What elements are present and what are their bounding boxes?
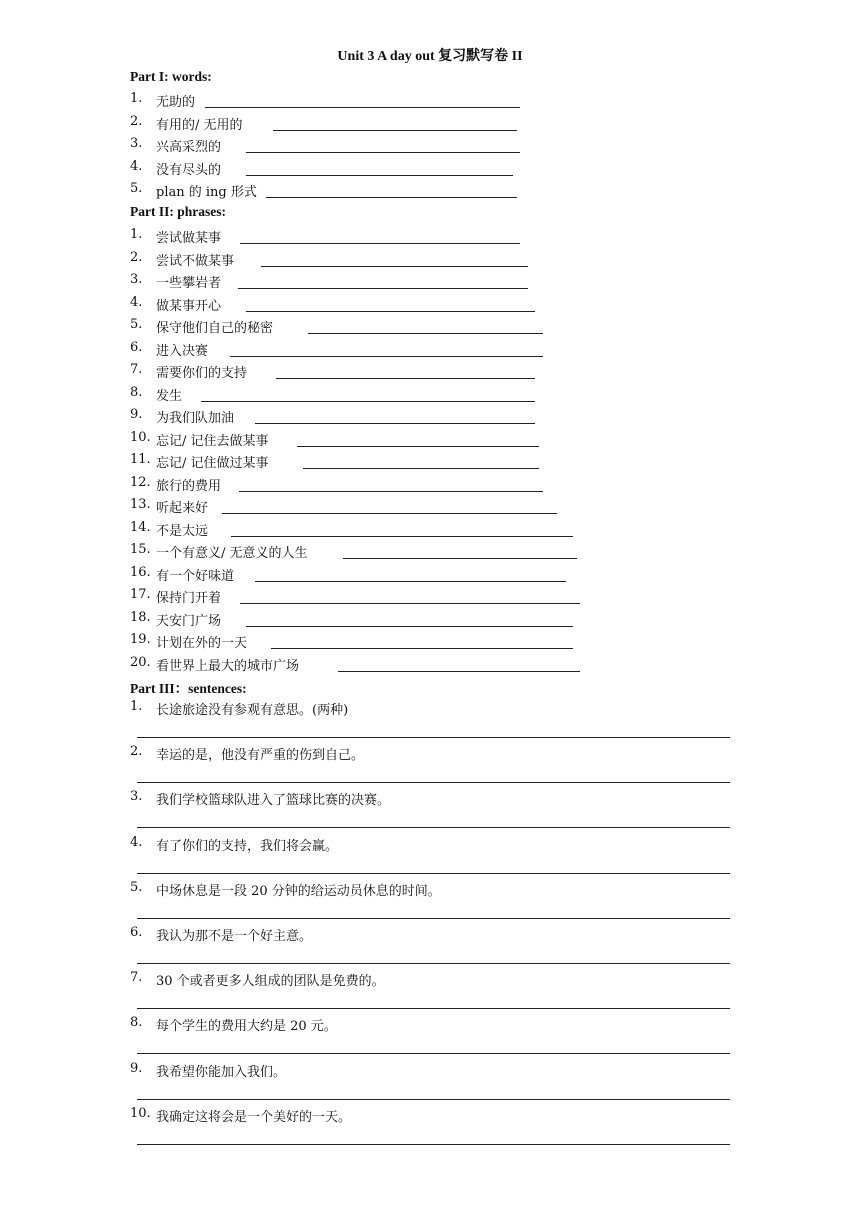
item-number: 3.	[130, 272, 143, 287]
item-number: 15.	[130, 542, 151, 557]
item-prompt: 我认为那不是一个好主意。	[156, 929, 313, 944]
item-number: 5.	[130, 879, 143, 895]
item-number: 4.	[130, 294, 143, 310]
answer-blank-line[interactable]	[246, 626, 573, 627]
item-number: 1.	[130, 91, 143, 106]
answer-blank-line[interactable]	[246, 152, 520, 153]
answer-blank-line[interactable]	[343, 558, 577, 559]
item-prompt: 长途旅途没有参观有意思。(两种)	[156, 703, 349, 718]
item-prompt: 一个有意义/ 无意义的人生	[156, 546, 308, 561]
item-number: 6.	[130, 925, 143, 940]
answer-blank-line[interactable]	[273, 130, 517, 131]
item-number: 6.	[130, 339, 143, 355]
answer-blank-line[interactable]	[137, 737, 730, 738]
item-number: 20.	[130, 654, 151, 670]
answer-blank-line[interactable]	[246, 311, 535, 312]
item-number: 2.	[130, 249, 143, 265]
item-number: 17.	[130, 587, 151, 602]
answer-blank-line[interactable]	[230, 356, 543, 357]
item-number: 7.	[130, 970, 143, 986]
part3-heading: Part III：sentences:	[130, 681, 247, 696]
answer-blank-line[interactable]	[308, 333, 543, 334]
answer-blank-line[interactable]	[238, 288, 528, 289]
answer-blank-line[interactable]	[271, 648, 573, 649]
item-number: 4.	[130, 834, 143, 850]
item-prompt: 幸运的是，他没有严重的伤到自己。	[156, 748, 365, 764]
part2-heading: Part II: phrases:	[130, 204, 226, 219]
item-number: 9.	[130, 1060, 143, 1076]
answer-blank-line[interactable]	[240, 243, 520, 244]
item-number: 9.	[130, 407, 143, 422]
item-prompt: 有了你们的支持，我们将会赢。	[156, 838, 339, 854]
item-number: 5.	[130, 181, 143, 196]
item-number: 2.	[130, 744, 143, 760]
item-number: 12.	[130, 474, 151, 490]
page-title: Unit 3 A day out 复习默写卷 II	[337, 49, 523, 64]
item-prompt: 计划在外的一天	[156, 636, 248, 651]
item-prompt: 忘记/ 记住去做某事	[156, 433, 269, 449]
item-number: 11.	[130, 452, 151, 467]
item-prompt: 兴高采烈的	[156, 140, 222, 155]
item-number: 1.	[130, 699, 143, 714]
answer-blank-line[interactable]	[261, 266, 528, 267]
answer-blank-line[interactable]	[255, 581, 566, 582]
item-prompt: 尝试做某事	[156, 231, 222, 246]
item-prompt: 旅行的费用	[156, 478, 222, 494]
item-number: 13.	[130, 497, 151, 512]
answer-blank-line[interactable]	[276, 378, 535, 379]
answer-blank-line[interactable]	[240, 603, 580, 604]
item-prompt: plan 的 ing 形式	[156, 185, 257, 200]
answer-blank-line[interactable]	[137, 963, 730, 964]
item-prompt: 做某事开心	[156, 298, 222, 314]
answer-blank-line[interactable]	[137, 1144, 730, 1145]
answer-blank-line[interactable]	[246, 175, 513, 176]
item-prompt: 看世界上最大的城市广场	[156, 658, 300, 674]
item-prompt: 我确定这将会是一个美好的一天。	[156, 1109, 352, 1125]
item-prompt: 一些攀岩者	[156, 276, 222, 291]
item-number: 2.	[130, 113, 143, 129]
item-prompt: 发生	[156, 388, 183, 404]
answer-blank-line[interactable]	[137, 873, 730, 874]
item-prompt: 进入决赛	[156, 343, 209, 359]
item-number: 3.	[130, 789, 143, 805]
answer-blank-line[interactable]	[266, 197, 517, 198]
answer-blank-line[interactable]	[137, 1008, 730, 1009]
answer-blank-line[interactable]	[201, 401, 535, 402]
answer-blank-line[interactable]	[303, 468, 539, 469]
answer-blank-line[interactable]	[239, 491, 543, 492]
item-prompt: 我希望你能加入我们。	[156, 1064, 287, 1080]
answer-blank-line[interactable]	[137, 782, 730, 783]
item-prompt: 天安门广场	[156, 613, 222, 629]
item-prompt: 我们学校篮球队进入了篮球比赛的决赛。	[156, 793, 391, 809]
item-prompt: 中场休息是一段 20 分钟的给运动员休息的时间。	[156, 883, 441, 899]
answer-blank-line[interactable]	[137, 918, 730, 919]
item-number: 5.	[130, 317, 143, 332]
item-prompt: 尝试不做某事	[156, 253, 235, 269]
item-prompt: 听起来好	[156, 501, 209, 516]
answer-blank-line[interactable]	[338, 671, 580, 672]
item-number: 14.	[130, 519, 151, 535]
answer-blank-line[interactable]	[137, 1099, 730, 1100]
answer-blank-line[interactable]	[137, 1053, 730, 1054]
item-number: 16.	[130, 564, 151, 580]
item-number: 7.	[130, 362, 143, 377]
item-number: 18.	[130, 609, 151, 625]
item-number: 10.	[130, 429, 151, 445]
answer-blank-line[interactable]	[137, 827, 730, 828]
answer-blank-line[interactable]	[222, 513, 557, 514]
item-number: 3.	[130, 136, 143, 151]
answer-blank-line[interactable]	[205, 107, 520, 108]
item-prompt: 有用的/ 无用的	[156, 117, 243, 133]
item-prompt: 需要你们的支持	[156, 366, 248, 381]
item-prompt: 为我们队加油	[156, 411, 235, 426]
item-prompt: 忘记/ 记住做过某事	[156, 456, 269, 471]
item-prompt: 有一个好味道	[156, 568, 235, 584]
item-prompt: 30 个或者更多人组成的团队是免费的。	[156, 974, 385, 990]
answer-blank-line[interactable]	[255, 423, 535, 424]
item-prompt: 不是太远	[156, 523, 209, 539]
item-number: 8.	[130, 1015, 143, 1031]
item-number: 8.	[130, 384, 143, 400]
item-number: 10.	[130, 1105, 151, 1121]
item-prompt: 保持门开着	[156, 591, 222, 606]
item-number: 4.	[130, 158, 143, 174]
item-prompt: 保守他们自己的秘密	[156, 321, 274, 336]
item-prompt: 每个学生的费用大约是 20 元。	[156, 1019, 337, 1035]
part1-heading: Part I: words:	[130, 69, 212, 84]
item-prompt: 没有尽头的	[156, 162, 222, 178]
answer-blank-line[interactable]	[297, 446, 539, 447]
item-prompt: 无助的	[156, 95, 196, 110]
item-number: 1.	[130, 227, 143, 242]
item-number: 19.	[130, 632, 151, 647]
answer-blank-line[interactable]	[231, 536, 573, 537]
